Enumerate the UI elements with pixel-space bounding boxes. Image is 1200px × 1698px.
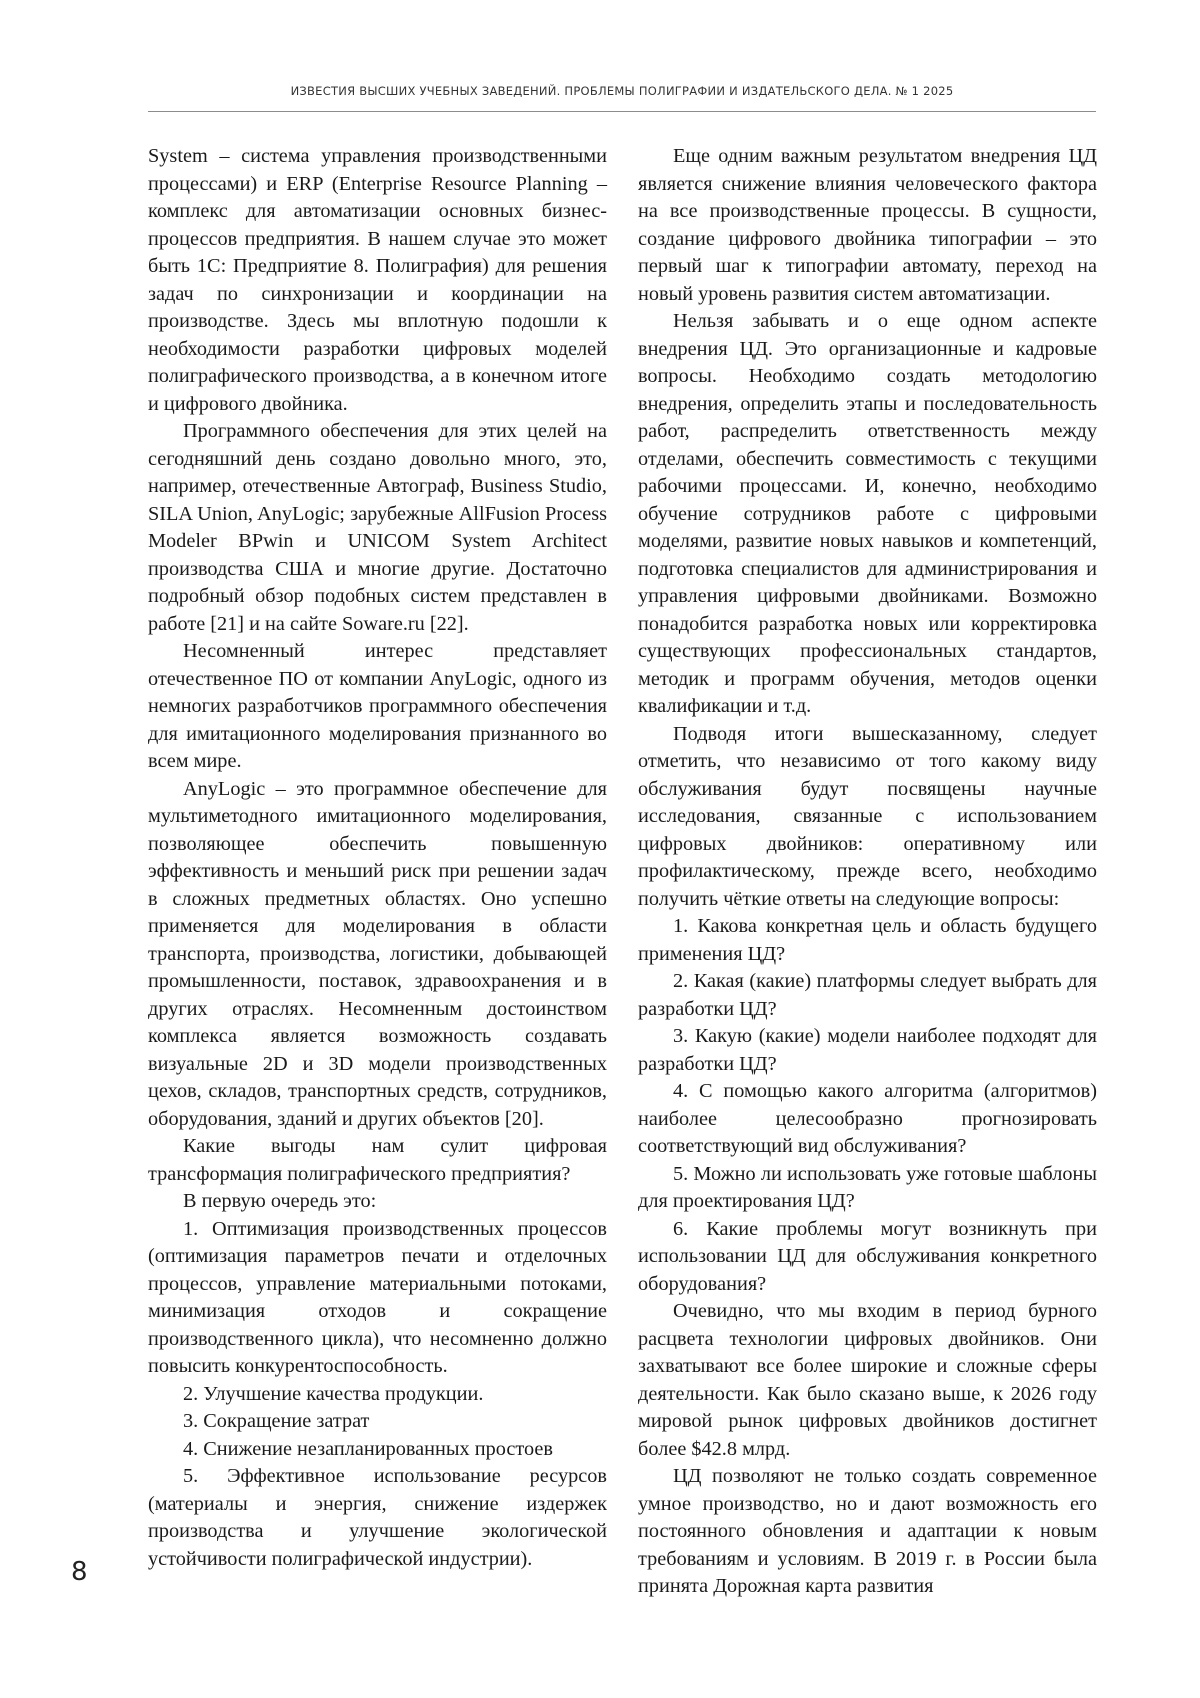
paragraph: Нельзя забывать и о еще одном аспекте внедрения ЦД. Это организационные и кадровые вопросы. Необходимо создать методологию внедрения, определить этапы и последовательность работ, распределить ответственность между отделами, обеспечить совместимость с текущими рабочими процессами. И, конечно, необходимо обучение сотрудников работе с цифровыми моделями, развитие новых навыков и компетенций, подготовка специалистов для администрирования и управления цифровыми двойниками. Возможно понадобится разработка новых или корректировка существующих профессиональных стандартов, методик и программ обучения, методов оценки квалификации и т.д. xyxy=(638,310,1097,717)
list-item: 5. Можно ли использовать уже готовые шаблоны для проектирования ЦД? xyxy=(638,1162,1097,1212)
list-item: 2. Какая (какие) платформы следует выбрать для разработки ЦД? xyxy=(638,970,1097,1020)
list-item: 1. Оптимизация производственных процессов (оптимизация параметров печати и отделочных процессов, управление материальными потоками, минимизация отходов и сокращение производственного цикла), что несомненно должно повысить конкурентоспособность. xyxy=(148,1217,607,1377)
list-item: 5. Эффективное использование ресурсов (материалы и энергия, снижение издержек производства и улучшение экологической устойчивости полиграфической индустрии). xyxy=(148,1465,607,1570)
list-item: 4. С помощью какого алгоритма (алгоритмов) наиболее целесообразно прогнозировать соответствующий вид обслуживания? xyxy=(638,1080,1097,1157)
list-item: 1. Какова конкретная цель и область будущего применения ЦД? xyxy=(638,915,1097,965)
paragraph: Подводя итоги вышесказанному, следует отметить, что независимо от того какому виду обслуживания будут посвящены научные исследования, связанные с использованием цифровых двойников: оперативному или профилактическому, прежде всего, необходимо получить чёткие ответы на следующие вопросы: xyxy=(638,722,1097,910)
header-rule xyxy=(148,111,1096,112)
paragraph: Несомненный интерес представляет отечественное ПО от компании AnyLogic, одного из немногих разработчиков программного обеспечения для имитационного моделирования признанного во всем мире. xyxy=(148,640,607,772)
list-item: 3. Сокращение затрат xyxy=(183,1410,370,1432)
paragraph: В первую очередь это: xyxy=(183,1190,377,1212)
paragraph: Еще одним важным результатом внедрения ЦД является снижение влияния человеческого фактора на все производственные процессы. В сущности, создание цифрового двойника типографии – это первый шаг к типографии автомату, переход на новый уровень развития систем автоматизации. xyxy=(638,145,1097,305)
paragraph: ЦД позволяют не только создать современное умное производство, но и дают возможность его постоянного обновления и адаптации к новым требованиям и условиям. В 2019 г. в России была принята Дорожная карта развития xyxy=(638,1465,1097,1597)
running-header: ИЗВЕСТИЯ ВЫСШИХ УЧЕБНЫХ ЗАВЕДЕНИЙ. ПРОБЛЕМЫ ПОЛИГРАФИИ И ИЗДАТЕЛЬСКОГО ДЕЛА. № 1 2025 xyxy=(290,84,954,98)
left-column xyxy=(148,143,607,1573)
list-item: 3. Какую (какие) модели наиболее подходят для разработки ЦД? xyxy=(638,1025,1097,1075)
page-number: 8 xyxy=(71,1557,88,1587)
paragraph: System – система управления производственными процессами) и ERP (Enterprise Resource Planning – комплекс для автоматизации основных бизнес-процессов предприятия. В нашем случае это может быть 1С: Предприятие 8. Полиграфия) для решения задач по синхронизации и координации на производстве. Здесь мы вплотную подошли к необходимости разработки цифровых моделей полиграфического производства, а в конечном итоге и цифрового двойника. xyxy=(148,145,607,415)
right-column xyxy=(638,143,1097,1601)
paragraph: Программного обеспечения для этих целей на сегодняшний день создано довольно много, это, например, отечественные Автограф, Business Studio, SILA Union, AnyLogic; зарубежные AllFusion Process Modeler BPwin и UNICOM System Architect производства США и многие другие. Достаточно подробный обзор подобных систем представлен в работе [21] и на сайте Soware.ru [22]. xyxy=(148,420,607,635)
paragraph: Очевидно, что мы входим в период бурного расцвета технологии цифровых двойников. Они захватывают все более широкие и сложные сферы деятельности. Как было сказано выше, к 2026 году мировой рынок цифровых двойников достигнет более $42.8 млрд. xyxy=(638,1300,1097,1460)
paragraph: AnyLogic – это программное обеспечение для мультиметодного имитационного моделирования, позволяющее обеспечить повышенную эффективность и меньший риск при решении задач в сложных предметных областях. Оно успешно применяется для моделирования в области транспорта, производства, логистики, добывающей промышленности, поставок, здравоохранения и в других отраслях. Несомненным достоинством комплекса является возможность создавать визуальные 2D и 3D модели производственных цехов, складов, транспортных средств, сотрудников, оборудования, зданий и других объектов [20]. xyxy=(148,777,607,1130)
list-item: 4. Снижение незапланированных простоев xyxy=(183,1437,553,1460)
list-item: 2. Улучшение качества продукции. xyxy=(183,1382,484,1405)
list-item: 6. Какие проблемы могут возникнуть при использовании ЦД для обслуживания конкретного оборудования? xyxy=(638,1217,1097,1295)
paragraph: Какие выгоды нам сулит цифровая трансформация полиграфического предприятия? xyxy=(148,1135,607,1185)
